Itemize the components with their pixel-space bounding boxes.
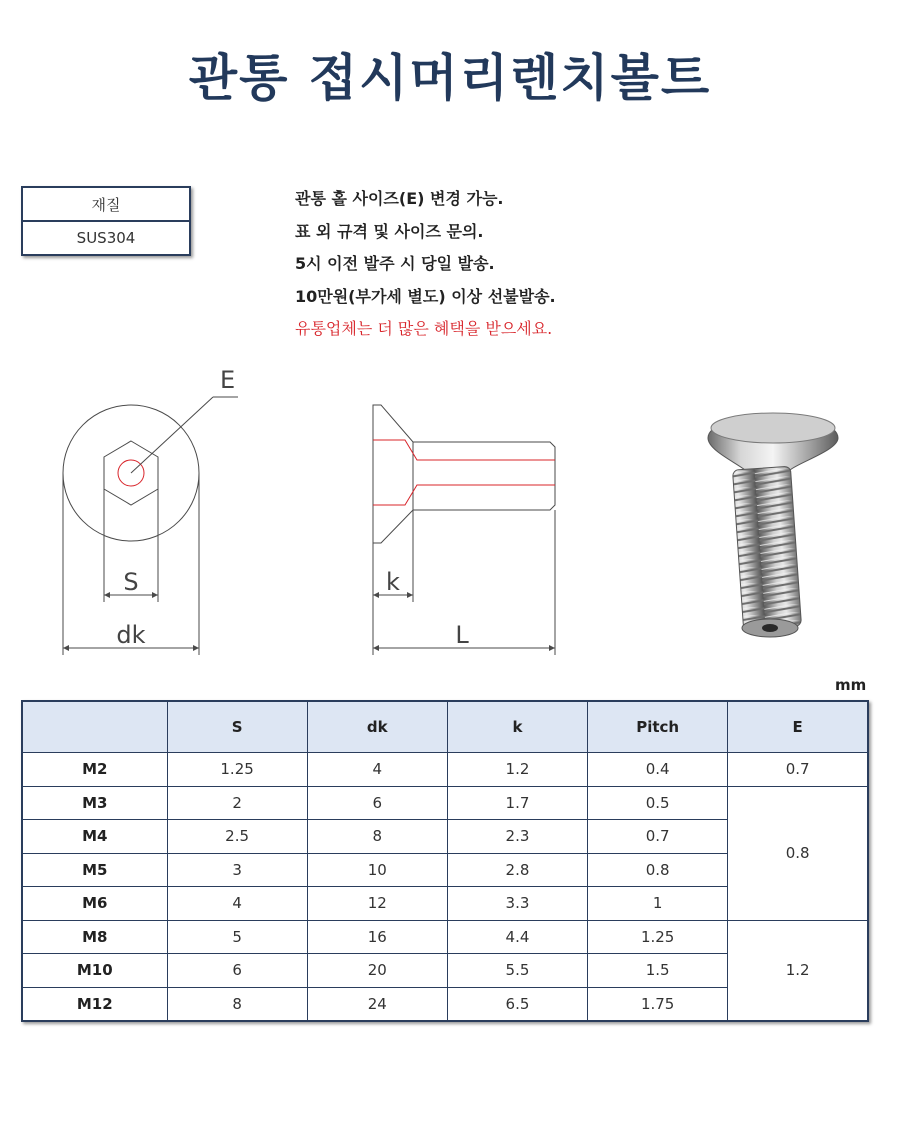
note-inquiry: 표 외 규격 및 사이즈 문의. — [295, 221, 484, 241]
cell-size: M3 — [22, 786, 167, 820]
cell-dk: 24 — [307, 987, 447, 1021]
cell-s: 1.25 — [167, 753, 307, 787]
cell-dk: 16 — [307, 920, 447, 954]
header-e: E — [728, 701, 868, 753]
cell-pitch: 1.25 — [588, 920, 728, 954]
cell-pitch: 1.75 — [588, 987, 728, 1021]
cell-size: M8 — [22, 920, 167, 954]
top-view — [63, 397, 238, 655]
cell-e: 0.7 — [728, 753, 868, 787]
cell-k: 5.5 — [447, 954, 587, 988]
cell-size: M12 — [22, 987, 167, 1021]
cell-k: 3.3 — [447, 887, 587, 921]
cell-pitch: 0.7 — [588, 820, 728, 854]
cell-dk: 20 — [307, 954, 447, 988]
cell-s: 2 — [167, 786, 307, 820]
cell-k: 2.3 — [447, 820, 587, 854]
label-k: k — [386, 568, 400, 596]
cell-size: M4 — [22, 820, 167, 854]
cell-size: M6 — [22, 887, 167, 921]
header-s: S — [167, 701, 307, 753]
cell-pitch: 1.5 — [588, 954, 728, 988]
cell-s: 5 — [167, 920, 307, 954]
cell-k: 1.2 — [447, 753, 587, 787]
cell-pitch: 0.4 — [588, 753, 728, 787]
cell-e: 0.8 — [728, 786, 868, 920]
cell-k: 2.8 — [447, 853, 587, 887]
header-dk: dk — [307, 701, 447, 753]
material-header: 재질 — [22, 187, 190, 221]
table-header-row — [22, 701, 868, 753]
cell-e: 1.2 — [728, 920, 868, 1021]
cell-s: 3 — [167, 853, 307, 887]
cell-k: 4.4 — [447, 920, 587, 954]
cell-pitch: 0.5 — [588, 786, 728, 820]
cell-pitch: 1 — [588, 887, 728, 921]
notes-block — [295, 183, 556, 346]
bolt-photo — [708, 413, 838, 637]
bolt-drawing — [0, 350, 900, 665]
note-hole-size: 관통 홀 사이즈(E) 변경 가능. — [295, 189, 504, 208]
cell-size: M10 — [22, 954, 167, 988]
cell-dk: 4 — [307, 753, 447, 787]
unit-label: mm — [835, 676, 867, 694]
page-title: 관통 접시머리렌치볼트 — [188, 49, 712, 107]
note-same-day: 5시 이전 발주 시 당일 발송. — [295, 254, 495, 273]
header-pitch: Pitch — [588, 701, 728, 753]
note-prepaid: 10만원(부가세 별도) 이상 선불발송. — [295, 286, 556, 306]
label-l: L — [455, 621, 469, 649]
cell-s: 6 — [167, 954, 307, 988]
cell-pitch: 0.8 — [588, 853, 728, 887]
cell-s: 2.5 — [167, 820, 307, 854]
cell-k: 6.5 — [447, 987, 587, 1021]
material-table — [21, 186, 191, 256]
note-promo: 유통업체는 더 많은 혜택을 받으세요. — [295, 319, 553, 338]
label-s: S — [123, 568, 139, 596]
cell-k: 1.7 — [447, 786, 587, 820]
spec-table — [21, 700, 869, 1022]
cell-s: 4 — [167, 887, 307, 921]
header-size — [22, 701, 167, 753]
cell-dk: 12 — [307, 887, 447, 921]
cell-dk: 6 — [307, 786, 447, 820]
table-row — [22, 786, 868, 820]
material-value: SUS304 — [76, 229, 136, 247]
cell-size: M2 — [22, 753, 167, 787]
label-dk: dk — [116, 621, 146, 649]
cell-dk: 8 — [307, 820, 447, 854]
label-e: E — [220, 366, 236, 394]
cell-size: M5 — [22, 853, 167, 887]
cell-dk: 10 — [307, 853, 447, 887]
cell-s: 8 — [167, 987, 307, 1021]
side-view — [373, 405, 555, 655]
table-row — [22, 920, 868, 954]
header-k: k — [447, 701, 587, 753]
table-row — [22, 753, 868, 787]
